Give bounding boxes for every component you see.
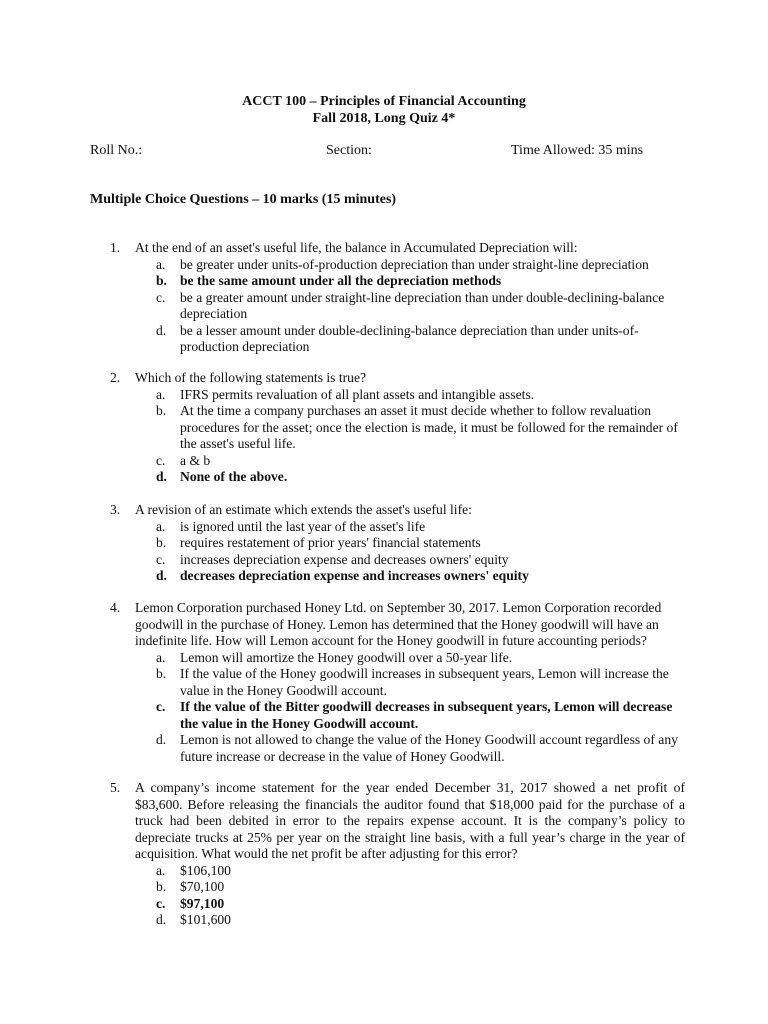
option-label: b. bbox=[156, 535, 167, 550]
option-label: b. bbox=[156, 273, 167, 288]
option-text: At the time a company purchases an asset it must decide whether to follow revaluation procedures for the asset; once the election is made, it must be followed for the remainder of the asset's useful life. bbox=[180, 403, 678, 451]
option-list bbox=[110, 257, 685, 356]
option-text: a & b bbox=[180, 452, 211, 468]
question-1 bbox=[110, 240, 685, 356]
option-text: increases depreciation expense and decreases owners' equity bbox=[180, 551, 509, 567]
option-text: be greater under units-of-production depreciation than under straight-line depreciation bbox=[180, 256, 649, 272]
section-label: Section: bbox=[326, 143, 372, 158]
question-number: 3. bbox=[110, 502, 121, 517]
option-label: b. bbox=[156, 879, 167, 894]
option-label: b. bbox=[156, 403, 167, 418]
question-text: Lemon Corporation purchased Honey Ltd. on September 30, 2017. Lemon Corporation recorded goodwill in the purchase of Honey. Lemon has determined that the Honey goodwill will have an indefinite life. How will Lemon account for the Honey goodwill in future accounting periods? bbox=[135, 600, 662, 648]
option-d bbox=[156, 912, 685, 929]
option-text: is ignored until the last year of the asset's life bbox=[180, 518, 426, 534]
option-text: be a lesser amount under double-declining-balance depreciation than under units-of-production depreciation bbox=[180, 322, 639, 354]
question-number: 5. bbox=[110, 780, 121, 795]
option-c bbox=[156, 551, 685, 569]
question-3 bbox=[110, 502, 685, 585]
question-number: 1. bbox=[110, 240, 121, 255]
option-b bbox=[156, 535, 685, 552]
option-c bbox=[156, 699, 685, 732]
time-allowed-label: Time Allowed: 35 mins bbox=[511, 143, 644, 158]
option-label: d. bbox=[156, 469, 167, 484]
option-label: a. bbox=[156, 518, 166, 534]
option-text: be the same amount under all the depreciation methods bbox=[180, 273, 502, 288]
option-a bbox=[156, 862, 685, 880]
option-c bbox=[156, 289, 685, 323]
option-label: d. bbox=[156, 732, 167, 747]
option-text: IFRS permits revaluation of all plant assets and intangible assets. bbox=[180, 386, 535, 402]
option-list bbox=[110, 387, 685, 486]
option-label: a. bbox=[156, 386, 166, 402]
question-number: 4. bbox=[110, 600, 121, 615]
option-b bbox=[156, 879, 685, 896]
option-text: $97,100 bbox=[180, 895, 225, 911]
option-label: d. bbox=[156, 912, 167, 927]
option-b bbox=[156, 403, 685, 453]
question-number: 2. bbox=[110, 370, 121, 385]
option-text: Lemon will amortize the Honey goodwill over a 50-year life. bbox=[180, 649, 513, 665]
option-label: d. bbox=[156, 568, 167, 583]
option-text: $70,100 bbox=[180, 879, 225, 894]
option-text: If the value of the Honey goodwill increases in subsequent years, Lemon will increase the value in the Honey Goodwill account. bbox=[180, 666, 669, 698]
question-text: A revision of an estimate which extends the asset's useful life: bbox=[135, 502, 472, 517]
option-d bbox=[156, 568, 685, 585]
option-text: None of the above. bbox=[180, 469, 288, 484]
course-title: ACCT 100 – Principles of Financial Accounting bbox=[242, 94, 526, 109]
option-text: Lemon is not allowed to change the value of the Honey Goodwill account regardless of any future increase or decrease in the value of Honey Goodwill. bbox=[180, 732, 678, 764]
option-text: requires restatement of prior years' financial statements bbox=[180, 535, 481, 550]
option-list bbox=[110, 519, 685, 585]
option-label: c. bbox=[156, 289, 166, 305]
question-2 bbox=[110, 370, 685, 486]
option-text: If the value of the Bitter goodwill decreases in subsequent years, Lemon will decrease the value in the Honey Goodwill account. bbox=[180, 699, 673, 731]
option-label: c. bbox=[156, 551, 166, 567]
option-text: $101,600 bbox=[180, 912, 231, 927]
roll-number-label: Roll No.: bbox=[90, 143, 143, 158]
section-heading: Multiple Choice Questions – 10 marks (15 minutes) bbox=[90, 192, 397, 207]
option-label: d. bbox=[156, 322, 167, 338]
option-label: c. bbox=[156, 452, 166, 468]
option-list bbox=[110, 863, 685, 929]
question-text: At the end of an asset's useful life, the balance in Accumulated Depreciation will: bbox=[135, 240, 578, 255]
option-a bbox=[156, 256, 685, 274]
option-c bbox=[156, 452, 685, 470]
option-text: decreases depreciation expense and increases owners' equity bbox=[180, 568, 529, 583]
option-b bbox=[156, 273, 685, 290]
option-label: a. bbox=[156, 862, 166, 878]
option-text: $106,100 bbox=[180, 862, 231, 878]
option-text: be a greater amount under straight-line depreciation than under double-declining-balance depreciation bbox=[180, 289, 665, 321]
question-text: Which of the following statements is true? bbox=[135, 370, 367, 385]
question-5 bbox=[110, 780, 685, 929]
quiz-title: Fall 2018, Long Quiz 4* bbox=[312, 111, 456, 126]
option-a bbox=[156, 386, 685, 404]
option-label: b. bbox=[156, 666, 167, 681]
option-label: a. bbox=[156, 649, 166, 665]
question-4 bbox=[110, 600, 685, 765]
option-c bbox=[156, 895, 685, 913]
option-b bbox=[156, 666, 685, 699]
option-list bbox=[110, 650, 685, 766]
option-label: c. bbox=[156, 699, 166, 714]
option-label: a. bbox=[156, 256, 166, 272]
option-d bbox=[156, 469, 685, 486]
option-a bbox=[156, 649, 685, 667]
option-d bbox=[156, 322, 685, 356]
option-d bbox=[156, 732, 685, 765]
question-text: A company’s income statement for the year ended December 31, 2017 showed a net profit of $83,600. Before releasing the financials the auditor found that $18,000 paid for the purchase of a truck had been debited in error to the repairs expense account. It is the company’s policy to depreciate trucks at 25% per year on the straight line basis, with a full year’s charge in the year of acquisition. What would the net profit be after adjusting for this error? bbox=[135, 780, 685, 861]
option-label: c. bbox=[156, 895, 166, 911]
option-a bbox=[156, 518, 685, 536]
quiz-meta-row bbox=[90, 143, 690, 161]
